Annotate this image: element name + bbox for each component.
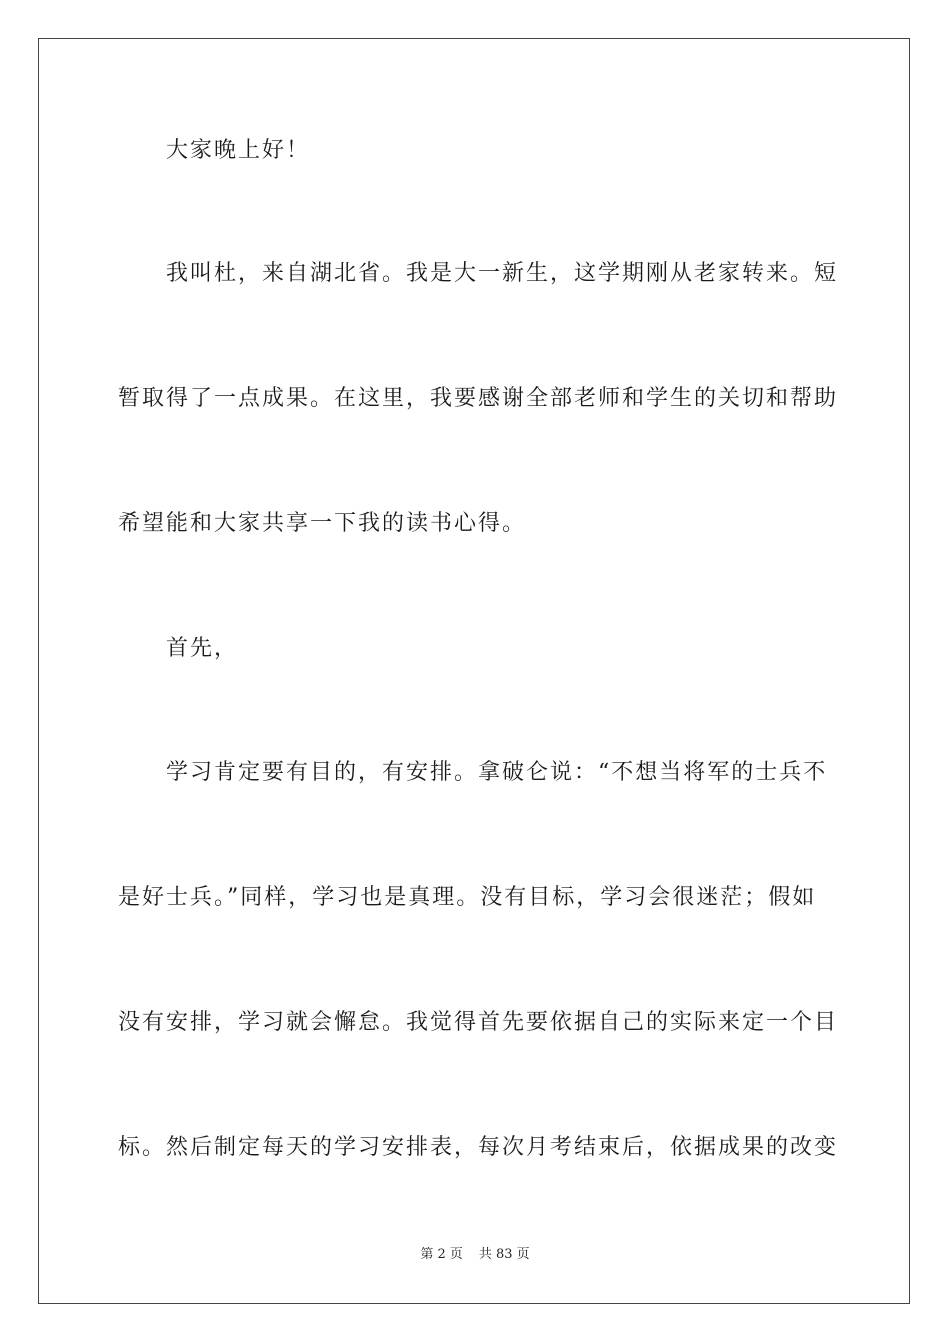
body-line: 希望能和大家共享一下我的读书心得。 bbox=[118, 511, 527, 536]
body-line: 学习肯定要有目的，有安排。拿破仑说：“不想当将军的士兵不 bbox=[166, 760, 828, 785]
page-frame bbox=[38, 38, 910, 1304]
body-line: 标。然后制定每天的学习安排表，每次月考结束后，依据成果的改变 bbox=[118, 1135, 839, 1160]
body-line: 我叫杜，来自湖北省。我是大一新生，这学期刚从老家转来。短 bbox=[166, 261, 839, 286]
page-total: 共 83 页 bbox=[478, 1247, 530, 1262]
body-line: 暂取得了一点成果。在这里，我要感谢全部老师和学生的关切和帮助 bbox=[118, 386, 839, 411]
body-line: 是好士兵。”同样，学习也是真理。没有目标，学习会很迷茫；假如 bbox=[118, 885, 817, 910]
page-number: 第 2 页 bbox=[420, 1247, 463, 1262]
page-footer bbox=[0, 1246, 950, 1264]
body-line: 没有安排，学习就会懈怠。我觉得首先要依据自己的实际来定一个目 bbox=[118, 1010, 839, 1035]
body-line: 首先， bbox=[166, 636, 239, 661]
greeting-line: 大家晚上好！ bbox=[166, 138, 311, 163]
